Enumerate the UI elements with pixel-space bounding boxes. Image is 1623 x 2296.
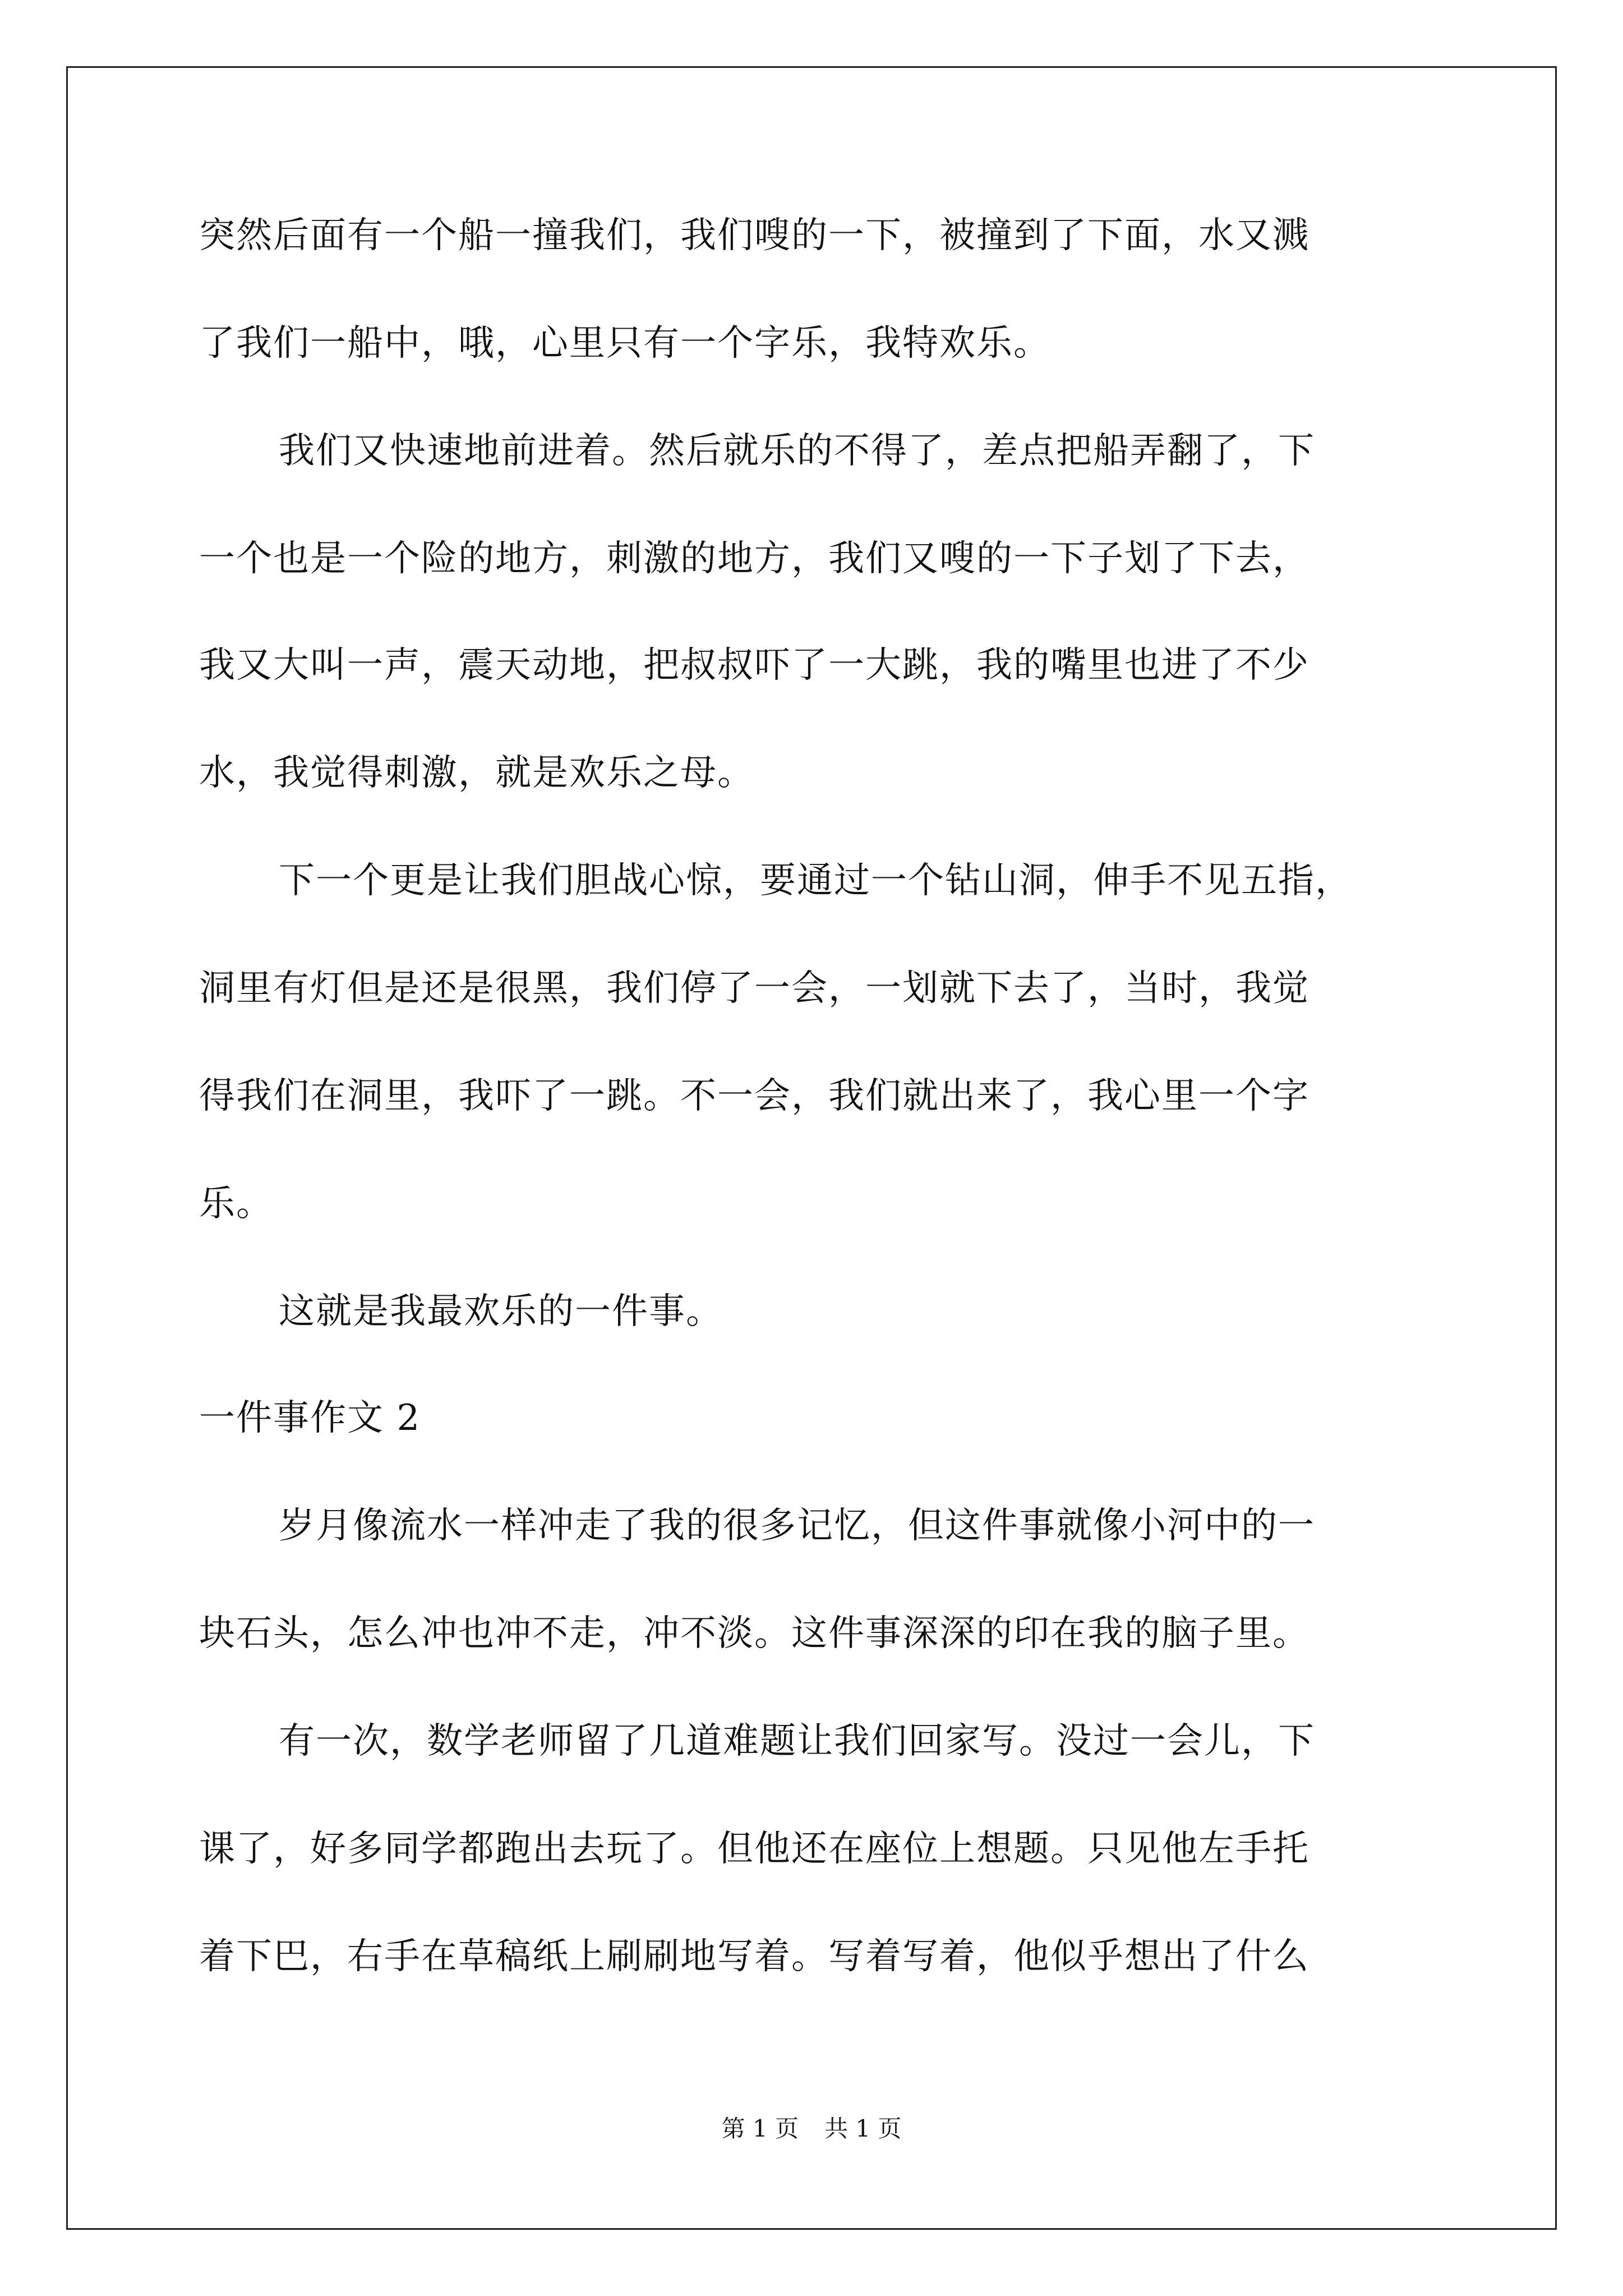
text-line: 着下巴，右手在草稿纸上刷刷地写着。写着写着，他似乎想出了什么 — [199, 1936, 1310, 1977]
text-line: 块石头，怎么冲也冲不走，冲不淡。这件事深深的印在我的脑子里。 — [199, 1613, 1310, 1654]
text-line: 一个也是一个险的地方，刺激的地方，我们又嗖的一下子划了下去， — [199, 538, 1310, 579]
paragraph-start-line: 我们又快速地前进着。然后就乐的不得了，差点把船弄翻了，下 — [279, 430, 1315, 472]
text-line: 我又大叫一声，震天动地，把叔叔吓了一大跳，我的嘴里也进了不少 — [199, 645, 1310, 686]
page-border — [66, 66, 1557, 2230]
text-line: 了我们一船中，哦，心里只有一个字乐，我特欢乐。 — [199, 323, 1050, 364]
paragraph-start-line: 有一次，数学老师留了几道难题让我们回家写。没过一会儿，下 — [279, 1720, 1315, 1762]
text-line: 洞里有灯但是还是很黑，我们停了一会，一划就下去了，当时，我觉 — [199, 968, 1310, 1009]
page-total: 共 1 页 — [824, 2115, 902, 2142]
page-number: 第 1 页 — [721, 2115, 799, 2142]
paragraph-start-line: 岁月像流水一样冲走了我的很多记忆，但这件事就像小河中的一 — [279, 1505, 1315, 1547]
paragraph-start-line: 这就是我最欢乐的一件事。 — [279, 1291, 723, 1332]
paragraph-start-line: 下一个更是让我们胆战心惊，要通过一个钻山洞，伸手不见五指， — [279, 860, 1352, 901]
text-line: 水，我觉得刺激，就是欢乐之母。 — [199, 752, 754, 794]
text-line: 突然后面有一个船一撞我们，我们嗖的一下，被撞到了下面，水又溅 — [199, 215, 1310, 256]
text-line: 得我们在洞里，我吓了一跳。不一会，我们就出来了，我心里一个字 — [199, 1075, 1310, 1117]
page-footer — [0, 2115, 1623, 2143]
text-line: 课了，好多同学都跑出去玩了。但他还在座位上想题。只见他左手托 — [199, 1828, 1310, 1870]
text-line: 乐。 — [199, 1183, 273, 1225]
section-heading: 一件事作文 2 — [199, 1397, 421, 1439]
